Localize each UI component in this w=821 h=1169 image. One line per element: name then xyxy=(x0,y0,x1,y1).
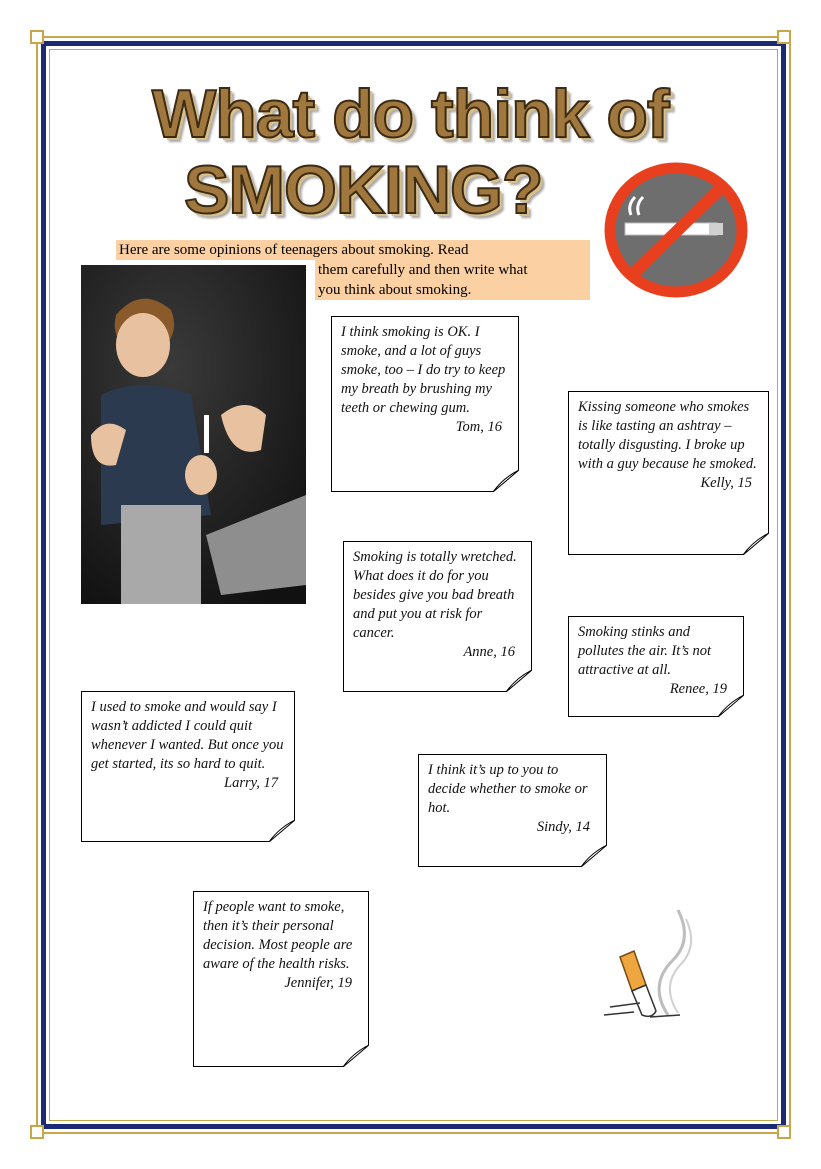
opinion-note-kelly xyxy=(568,391,769,555)
intro-text-lines2-3 xyxy=(315,260,590,300)
no-smoking-icon xyxy=(601,160,751,300)
opinion-text: I think smoking is OK. I smoke, and a lot of guys smoke, too – I do try to keep my breath by brushing my teeth or chewing gum. xyxy=(341,324,506,416)
opinion-author: Kelly, 15 xyxy=(700,475,752,491)
border-corner-bottom-right xyxy=(777,1125,791,1139)
page-title-line1: What do think of xyxy=(152,76,669,152)
opinion-text: I used to smoke and would say I wasn’t addicted I could quit whenever I wanted. But once you get started, its so hard to quit. xyxy=(91,699,284,772)
boy-refusing-cigarette-photo xyxy=(81,265,306,604)
page-curl-icon xyxy=(269,820,295,842)
page-curl-icon xyxy=(506,670,532,692)
border-corner-top-right xyxy=(777,30,791,44)
opinion-note-tom xyxy=(331,316,519,492)
opinion-author: Tom, 16 xyxy=(455,419,502,435)
opinion-author: Sindy, 14 xyxy=(536,819,590,835)
opinion-note-sindy xyxy=(418,754,607,867)
opinion-author: Larry, 17 xyxy=(224,775,278,791)
intro-text-line1: Here are some opinions of teenagers about smoking. Read xyxy=(116,240,590,260)
opinion-text: Kissing someone who smokes is like tasting an ashtray – totally disgusting. I broke up with a guy because he smoked. xyxy=(578,399,757,472)
intro-text-line2: them carefully and then write what xyxy=(318,262,528,278)
page-curl-icon xyxy=(493,470,519,492)
opinion-author: Renee, 19 xyxy=(669,681,727,697)
opinion-text: I think it’s up to you to decide whether to smoke or hot. xyxy=(428,762,588,816)
opinion-note-renee xyxy=(568,616,744,717)
opinion-note-anne xyxy=(343,541,532,692)
border-corner-bottom-left xyxy=(30,1125,44,1139)
page-curl-icon xyxy=(343,1045,369,1067)
opinion-author: Jennifer, 19 xyxy=(284,975,352,991)
cigarette-butt-icon xyxy=(590,905,700,1025)
opinion-text: Smoking is totally wretched. What does it do for you besides give you bad breath and put you at risk for cancer. xyxy=(353,549,517,641)
opinion-text: Smoking stinks and pollutes the air. It’s not attractive at all. xyxy=(578,624,712,678)
opinion-note-jennifer xyxy=(193,891,369,1067)
page-curl-icon xyxy=(743,533,769,555)
opinion-author: Anne, 16 xyxy=(463,644,515,660)
opinion-note-larry xyxy=(81,691,295,842)
page-curl-icon xyxy=(718,695,744,717)
intro-text-line3: you think about smoking. xyxy=(318,282,472,298)
page-curl-icon xyxy=(581,845,607,867)
page-title-line2: SMOKING? xyxy=(184,152,543,228)
border-corner-top-left xyxy=(30,30,44,44)
opinion-text: If people want to smoke, then it’s their personal decision. Most people are aware of the health risks. xyxy=(203,899,353,972)
